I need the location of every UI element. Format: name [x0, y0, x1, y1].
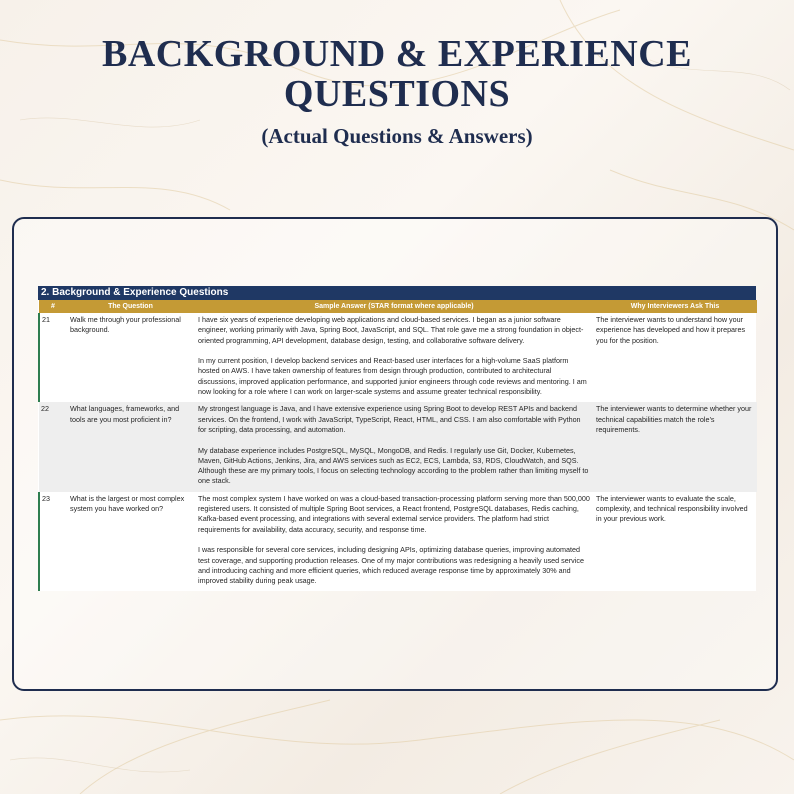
page-title-line-2: QUESTIONS	[283, 73, 511, 115]
table-row	[39, 402, 757, 491]
table-header-row	[39, 300, 757, 313]
answer-paragraph: In my current position, I develop backend services and React-based user interfaces for a high-volume SaaS platform hosted on AWS. I have taken ownership of features from design through production, contributed to architectural discussions, improved application performance, and supported junior engineers through code reviews and mentoring. I am now looking for a role where I can work on larger-scale systems and assume greater technical responsibility.	[198, 356, 587, 397]
column-header-answer: Sample Answer (STAR format where applicable)	[195, 300, 593, 313]
answer-paragraph: My strongest language is Java, and I have extensive experience using Spring Boot to develop REST APIs and backend services. On the frontend, I work with JavaScript, TypeScript, React, HTML, and CSS. I am also comfortable with Python for scripting, data processing, and automation.	[198, 404, 581, 434]
row-question: What languages, frameworks, and tools are you most proficient in?	[67, 402, 195, 491]
row-number: 21	[39, 313, 67, 402]
row-number: 23	[39, 492, 67, 592]
answer-paragraph: I was responsible for several core services, including designing APIs, optimizing database queries, improving automated test coverage, and supporting production releases. One of my major contributions was redesigning a heavily used service and introducing caching and more efficient queries, which reduced average response time by approximately 30% and improved stability during peak usage.	[198, 545, 584, 586]
row-why: The interviewer wants to understand how your experience has developed and how it prepares you for the position.	[596, 315, 746, 345]
table-row	[39, 492, 757, 592]
page-title	[0, 34, 794, 114]
section-header: 2. Background & Experience Questions	[38, 286, 756, 300]
answer-paragraph: My database experience includes PostgreSQL, MySQL, MongoDB, and Redis. I regularly use Git, Docker, Kubernetes, Maven, GitHub Actions, Jenkins, Jira, and AWS services such as EC2, ECS, Lambda, S3, RDS, CloudWatch, and SQS. Although these are my primary tools, I focus on selecting technology according to the problem rather than limiting myself to one stack.	[198, 445, 589, 486]
answer-paragraph: The most complex system I have worked on was a cloud-based transaction-processing platform serving more than 500,000 registered users. It consisted of multiple Spring Boot services, a React frontend, PostgreSQL databases, Redis caching, Kafka-based event processing, and integrations with several external service providers. The platform had strict requirements for availability, data accuracy, security, and response time.	[198, 493, 590, 534]
row-answer	[195, 313, 593, 402]
answer-paragraph: I have six years of experience developing web applications and cloud-based services. I began as a junior software engineer, working primarily with Java, Spring Boot, JavaScript, and SQL. That role gave me a strong foundation in object-oriented programming, API development, database design, testing, and collaborative software delivery.	[198, 315, 584, 345]
row-why: The interviewer wants to evaluate the scale, complexity, and technical responsibility involved in your previous work.	[596, 493, 748, 524]
spreadsheet-preview	[38, 286, 756, 591]
column-header-number: #	[39, 300, 67, 313]
table-row	[39, 313, 757, 402]
column-header-why: Why Interviewers Ask This	[593, 300, 757, 313]
row-number: 22	[39, 402, 67, 491]
row-why: The interviewer wants to determine whether your technical capabilities match the role’s requirements.	[593, 402, 757, 491]
page-title-line-1: BACKGROUND & EXPERIENCE	[102, 33, 692, 75]
page-subtitle: (Actual Questions & Answers)	[261, 124, 533, 148]
column-header-question: The Question	[67, 300, 195, 313]
row-question: What is the largest or most complex system you have worked on?	[70, 493, 185, 514]
row-answer	[195, 492, 593, 592]
row-answer	[195, 402, 593, 491]
row-question: Walk me through your professional background.	[70, 315, 181, 335]
qa-table	[38, 300, 758, 591]
